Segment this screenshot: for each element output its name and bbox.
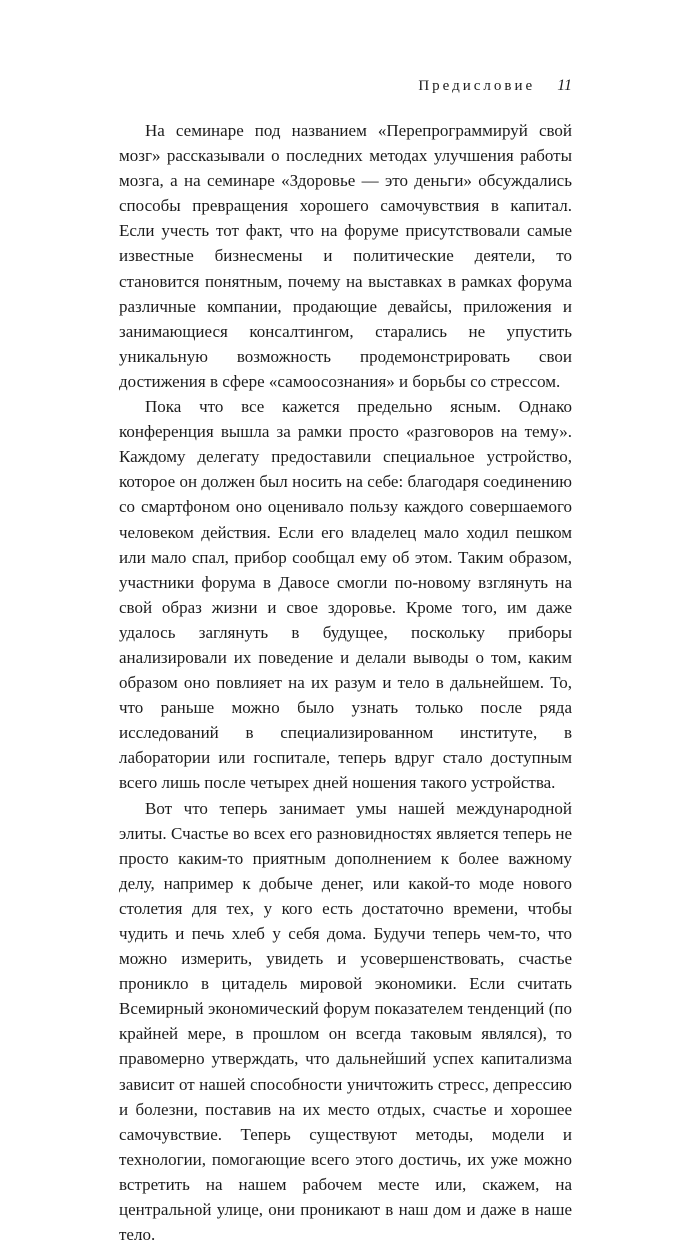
section-title: Предисловие bbox=[418, 78, 536, 94]
page-number: 11 bbox=[557, 77, 572, 94]
paragraph: Вот что теперь занимает умы нашей международной элиты. Счастье во всех его разновидностях является теперь не просто каким-то приятным дополнением к более важному делу, например к добыче денег, или какой-то моде нового столетия для тех, у кого есть достаточно времени, чтобы чудить и печь хлеб у себя дома. Будучи теперь чем-то, что можно измерить, увидеть и усовершенствовать, счастье проникло в цитадель мировой экономики. Если считать Всемирный экономический форум показателем тенденций (по крайней мере, в прошлом он всегда таковым являлся), то правомерно утверждать, что дальнейший успех капитализма зависит от нашей способности уничтожить стресс, депрессию и болезни, поставив на их место отдых, счастье и хорошее самочувствие. Теперь существуют методы, модели и технологии, помогающие всего этого достичь, их уже можно встретить на нашем рабочем месте или, скажем, на центральной улице, они проникают в наш дом и даже в наше тело. bbox=[119, 798, 572, 1245]
body-text bbox=[119, 118, 572, 1247]
paragraph: На семинаре под названием «Перепрограммируй свой мозг» рассказывали о последних методах улучшения работы мозга, а на семинаре «Здоровье — это деньги» обсуждались способы превращения хорошего самочувствия в капитал. Если учесть тот факт, что на форуме присутствовали самые известные бизнесмены и политические деятели, то становится понятным, почему на выставках в рамках форума различные компании, продающие девайсы, приложения и занимающиеся консалтингом, старались не упустить уникальную возможность продемонстрировать свои достижения в сфере «самоосознания» и борьбы со стрессом. bbox=[119, 121, 572, 391]
running-header bbox=[418, 77, 572, 95]
paragraph: Пока что все кажется предельно ясным. Однако конференция вышла за рамки просто «разговоров на тему». Каждому делегату предоставили специальное устройство, которое он должен был носить на себе: благодаря соединению со смартфоном оно оценивало пользу каждого совершаемого человеком действия. Если его владелец мало ходил пешком или мало спал, прибор сообщал ему об этом. Таким образом, участники форума в Давосе смогли по-новому взглянуть на свой образ жизни и свое здоровье. Кроме того, им даже удалось заглянуть в будущее, поскольку приборы анализировали их поведение и делали выводы о том, каким образом оно повлияет на их разум и тело в дальнейшем. То, что раньше можно было узнать только после ряда исследований в специализированном институте, в лаборатории или госпитале, теперь вдруг стало доступным всего лишь после четырех дней ношения такого устройства. bbox=[119, 397, 572, 793]
